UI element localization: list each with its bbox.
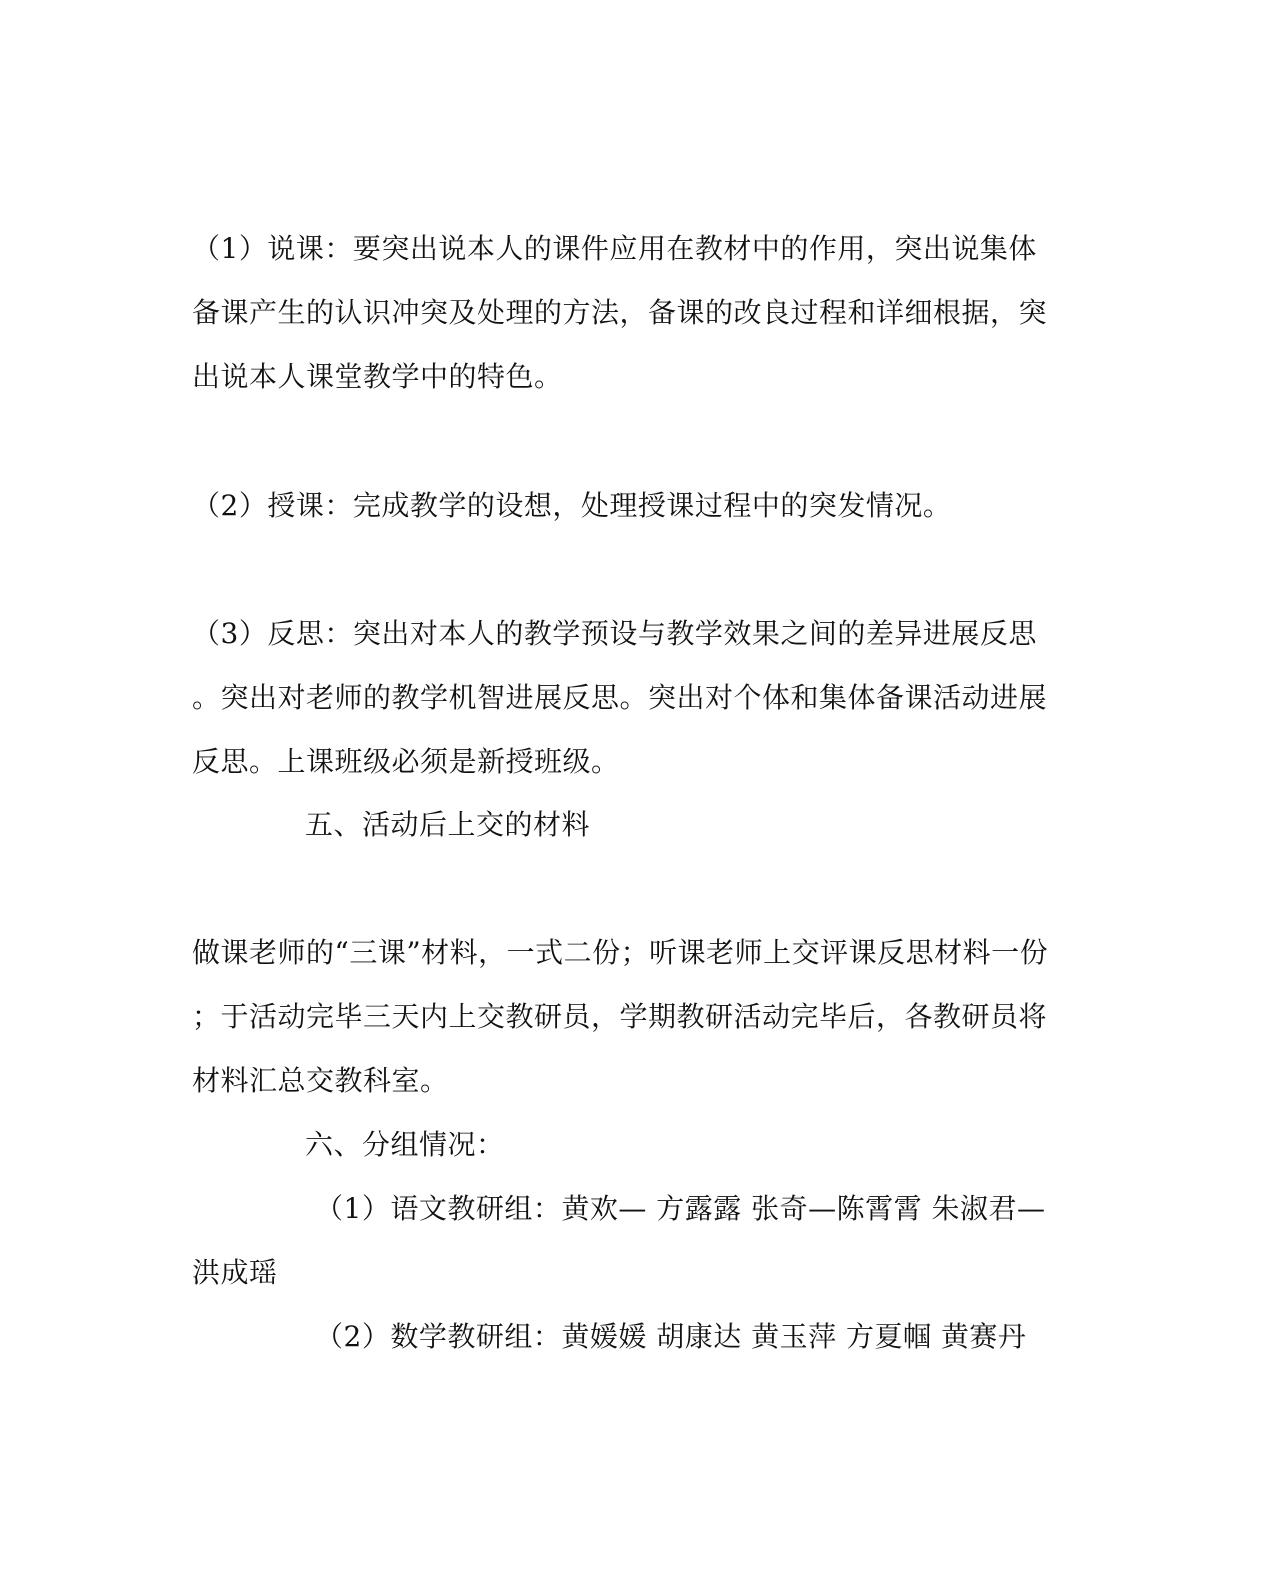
group-math-line-1: （2）数学教研组：黄媛媛 胡康达 黄玉萍 方夏帼 黄赛丹 bbox=[315, 1320, 1027, 1353]
paragraph-reflection-line-1: （3）反思：突出对本人的教学预设与教学效果之间的差异进展反思 bbox=[192, 617, 1037, 650]
group-chinese-line-1: （1）语文教研组：黄欢— 方露露 张奇—陈霄霄 朱淑君— bbox=[315, 1192, 1046, 1225]
heading-section-6: 六、分组情况： bbox=[305, 1128, 505, 1161]
paragraph-reflection-line-2: 。突出对老师的教学机智进展反思。突出对个体和集体备课活动进展 bbox=[192, 681, 1048, 714]
heading-section-5: 五、活动后上交的材料 bbox=[305, 808, 591, 841]
paragraph-materials-line-1: 做课老师的“三课”材料，一式二份；听课老师上交评课反思材料一份 bbox=[192, 936, 1049, 969]
paragraph-teaching-line-1: （2）授课：完成教学的设想，处理授课过程中的突发情况。 bbox=[192, 489, 952, 522]
paragraph-materials-line-3: 材料汇总交教科室。 bbox=[192, 1064, 449, 1097]
group-chinese-line-2: 洪成瑶 bbox=[192, 1256, 278, 1289]
paragraph-speaking-line-1: （1）说课：要突出说本人的课件应用在教材中的作用，突出说集体 bbox=[192, 232, 1037, 265]
paragraph-reflection-line-3: 反思。上课班级必须是新授班级。 bbox=[192, 745, 620, 778]
paragraph-speaking-line-2: 备课产生的认识冲突及处理的方法，备课的改良过程和详细根据，突 bbox=[192, 296, 1048, 329]
paragraph-speaking-line-3: 出说本人课堂教学中的特色。 bbox=[192, 360, 563, 393]
paragraph-materials-line-2: ；于活动完毕三天内上交教研员，学期教研活动完毕后，各教研员将 bbox=[192, 1000, 1048, 1033]
